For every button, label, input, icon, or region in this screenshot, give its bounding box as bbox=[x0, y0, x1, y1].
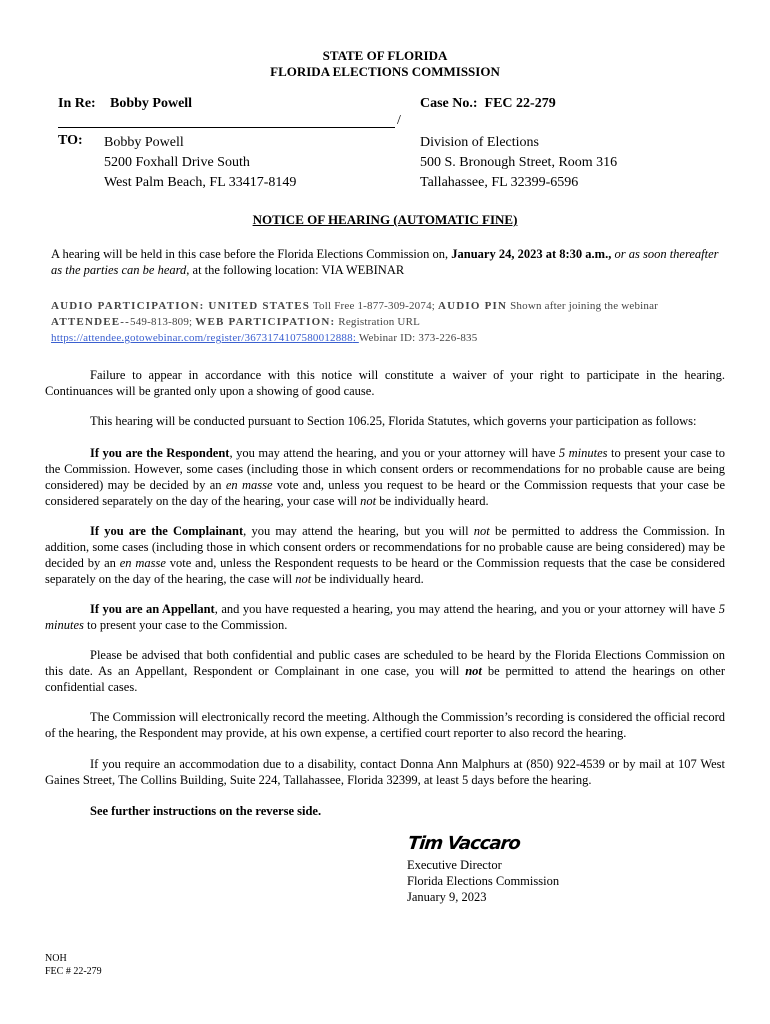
recipient-city: West Palm Beach, FL 33417-8149 bbox=[104, 175, 297, 190]
respondent-italic-1: 5 minutes bbox=[558, 446, 608, 460]
case-number: FEC 22-279 bbox=[484, 96, 556, 111]
failure-paragraph: Failure to appear in accordance with this notice will constitute a waiver of your right to participate in the hearing. Continuances will be granted only upon a showing of good cause. bbox=[45, 368, 725, 398]
appellant-text-2: to present your case to the Commission. bbox=[83, 618, 288, 632]
signer-org: Florida Elections Commission bbox=[407, 874, 560, 888]
complainant-text-3: vote and, unless the Respondent requests to be heard or the Commission requests that the case be considered separately on the day of the hearing, the case will bbox=[45, 556, 725, 586]
in-re-label: In Re: bbox=[58, 96, 96, 111]
webinar-info bbox=[51, 298, 731, 346]
registration-link[interactable]: https://attendee.gotowebinar.com/register/3673174107580012888 bbox=[51, 332, 353, 344]
respondent-italic-3: not bbox=[360, 494, 377, 508]
respondent-text-3: vote and, unless you request to be heard or the Commission requests that your case be considered separately on the day of the hearing, your case will bbox=[45, 478, 725, 508]
intro-text-2: , at the following location: VIA WEBINAR bbox=[186, 263, 405, 277]
webinar-id: Webinar ID: 373-226-835 bbox=[358, 332, 478, 344]
footer-code: NOH bbox=[45, 953, 67, 964]
appellant-text-1: , and you have requested a hearing, you may attend the hearing, and you or your attorney will have bbox=[214, 602, 719, 616]
respondent-italic-2: en masse bbox=[225, 478, 273, 492]
respondent-text-2: to present your case to the Commission. However, some cases (including those in which consent orders or recommendations for no probable cause are being considered) may be decided by an bbox=[45, 446, 725, 492]
confidential-paragraph bbox=[45, 647, 725, 695]
notice-title: NOTICE OF HEARING (AUTOMATIC FINE) bbox=[252, 212, 518, 227]
respondent-heading: If you are the Respondent bbox=[90, 446, 230, 460]
complainant-paragraph bbox=[45, 523, 725, 587]
intro-italic: or as soon thereafter as the parties can be heard bbox=[51, 247, 719, 277]
audio-label: AUDIO PARTICIPATION: UNITED STATES bbox=[51, 300, 311, 312]
record-paragraph: The Commission will electronically record the meeting. Although the Commission’s recording is considered the official record of the hearing, the Respondent may provide, at his own expense, a certified court reporter to also record the hearing. bbox=[45, 710, 725, 740]
caption-slash: / bbox=[397, 113, 401, 128]
attendee-label: ATTENDEE-- bbox=[51, 316, 131, 328]
intro-paragraph bbox=[51, 246, 726, 278]
signer-title: Executive Director bbox=[407, 858, 502, 872]
accommodation-paragraph: If you require an accommodation due to a disability, contact Donna Ann Malphurs at (850) 922-4539 or by mail at 107 West Gaines Street, The Collins Building, Suite 224, Tallahassee, Florida 32399, at least 5 days before the hearing. bbox=[45, 757, 725, 787]
web-participation-label: WEB PARTICIPATION: bbox=[195, 316, 336, 328]
pin-text: Shown after joining the webinar bbox=[507, 300, 659, 312]
intro-text-1: A hearing will be held in this case before the Florida Elections Commission on, bbox=[51, 247, 452, 261]
recipient-address bbox=[104, 133, 296, 193]
complainant-heading: If you are the Complainant bbox=[90, 524, 244, 538]
pin-label: AUDIO PIN bbox=[437, 300, 508, 312]
confidential-text-1: Please be advised that both confidential and public cases are scheduled to be heard by the Florida Elections Commission on this date. As an Appellant, Respondent or Complainant in one case, you will bbox=[45, 648, 725, 678]
attendee-text: 549-813-809; bbox=[130, 316, 196, 328]
further-instructions: See further instructions on the reverse side. bbox=[90, 804, 322, 818]
respondent-paragraph bbox=[45, 445, 725, 509]
division-city: Tallahassee, FL 32399-6596 bbox=[420, 175, 579, 190]
toll-free: Toll Free 1-877-309-2074; bbox=[310, 300, 438, 312]
complainant-text-2: be permitted to address the Commission. In addition, some cases (including those in which consent orders or recommendations for no probable cause are being considered) may be decided by an bbox=[45, 524, 725, 570]
complainant-text-1: , you may attend the hearing, but you will bbox=[243, 524, 474, 538]
confidential-text-2: be permitted to attend the hearings on other confidential cases. bbox=[45, 664, 726, 694]
web-participation-text: Registration URL bbox=[335, 316, 421, 328]
to-label: TO: bbox=[58, 133, 83, 148]
complainant-italic-3: not bbox=[295, 572, 312, 586]
division-street: 500 S. Bronough Street, Room 316 bbox=[420, 155, 618, 170]
in-re-name: Bobby Powell bbox=[110, 96, 193, 111]
pursuant-paragraph: This hearing will be conducted pursuant to Section 106.25, Florida Statutes, which governs your participation as follows: bbox=[90, 414, 697, 428]
complainant-italic-1: not bbox=[473, 524, 490, 538]
signature-date: January 9, 2023 bbox=[407, 890, 487, 904]
header-state: STATE OF FLORIDA bbox=[322, 48, 448, 63]
header-commission: FLORIDA ELECTIONS COMMISSION bbox=[270, 64, 500, 79]
registration-link-tail: : bbox=[352, 332, 359, 344]
case-label: Case No.: bbox=[420, 96, 478, 111]
footer-case: FEC # 22-279 bbox=[45, 966, 102, 977]
division-address bbox=[420, 133, 617, 193]
signature-script: Tim Vaccaro bbox=[406, 833, 521, 854]
appellant-heading: If you are an Appellant bbox=[90, 602, 215, 616]
respondent-text-4: be individually heard. bbox=[376, 494, 489, 508]
recipient-street: 5200 Foxhall Drive South bbox=[104, 155, 250, 170]
appellant-italic-1: 5 minutes bbox=[45, 602, 725, 632]
division-name: Division of Elections bbox=[420, 135, 539, 150]
caption-rule bbox=[58, 127, 395, 128]
respondent-text-1: , you may attend the hearing, and you or your attorney will have bbox=[229, 446, 559, 460]
recipient-name: Bobby Powell bbox=[104, 135, 184, 150]
complainant-text-4: be individually heard. bbox=[311, 572, 424, 586]
appellant-paragraph bbox=[45, 601, 725, 633]
case-number-label bbox=[420, 96, 556, 112]
hearing-date: January 24, 2023 at 8:30 a.m., bbox=[451, 247, 612, 261]
complainant-italic-2: en masse bbox=[119, 556, 166, 570]
confidential-bold-italic: not bbox=[465, 664, 482, 678]
